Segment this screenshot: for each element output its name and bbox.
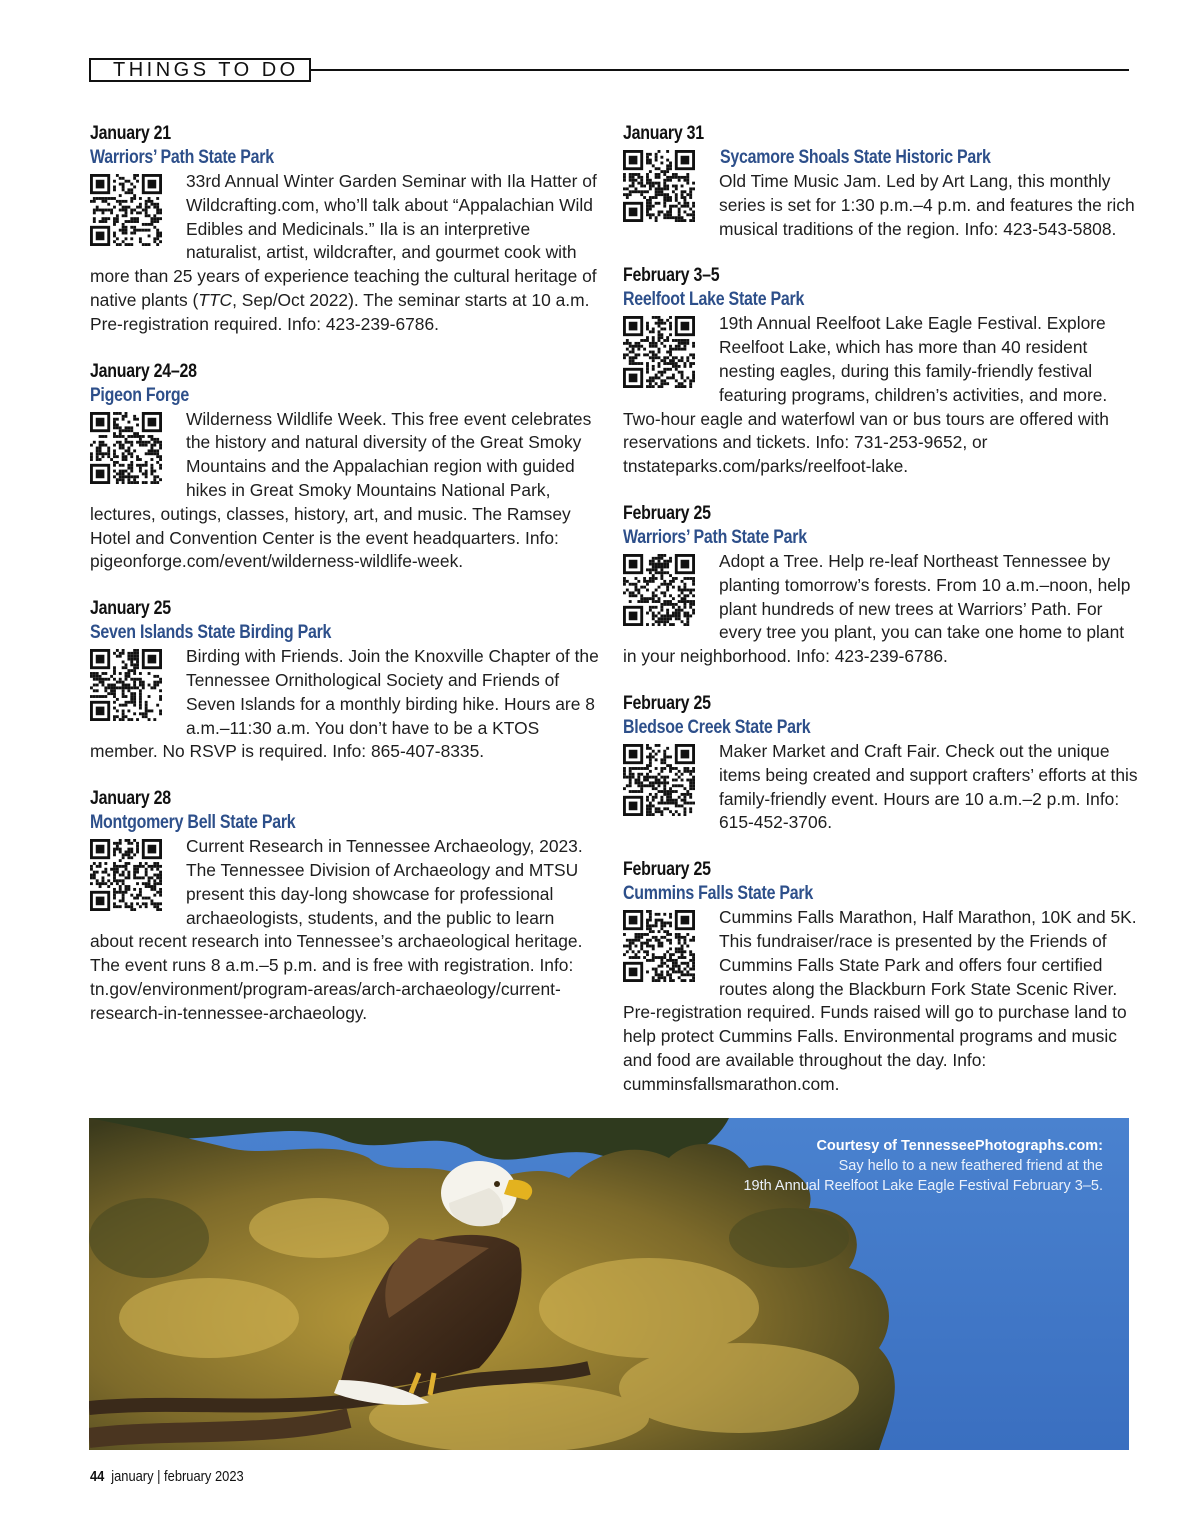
qr-code-icon[interactable] — [623, 910, 695, 982]
issue-date: january | february 2023 — [111, 1468, 244, 1485]
photo-credit: Courtesy of TennesseePhotographs.com: — [816, 1138, 1103, 1154]
event-february-3-5 — [623, 264, 1141, 479]
qr-code-icon[interactable] — [90, 649, 162, 721]
section-header — [89, 58, 1129, 84]
event-date: January 28 — [90, 788, 171, 810]
event-date: January 31 — [623, 123, 704, 144]
event-date: January 25 — [90, 598, 171, 620]
event-description: Adopt a Tree. Help re-leaf Northeast Tennessee by planting tomorrow’s forests. From 10 a.m.–noon, help plant hundreds of new trees at Warriors’ Path. For every tree you plant, you can take one home to plant in your neighborhood. Info: 423-239-6786. — [623, 550, 1131, 667]
event-description: Wilderness Wildlife Week. This free event celebrates the history and natural diversity of the Great Smoky Mountains and the Appalachian region with guided hikes in Great Smoky Mountains National Park, lectures, outings, classes, history, art, and music. The Ramsey Hotel and Convention Center is the event headquarters. Info: pigeonforge.com/event/wilderness-wildlife-week. — [90, 408, 592, 572]
event-venue: Warriors’ Path State Park — [623, 526, 807, 548]
qr-code-icon[interactable] — [623, 316, 695, 388]
event-date: January 24–28 — [90, 360, 197, 382]
event-date: January 21 — [90, 123, 171, 144]
eagle-photo — [89, 1118, 1129, 1450]
event-february-25-adopt-a-tree — [623, 502, 1141, 669]
event-description: Maker Market and Craft Fair. Check out the unique items being created and support crafters’ efforts at this family-friendly event. Hours are 10 a.m.–2 p.m. Info: 615-452-3706. — [623, 740, 1141, 835]
caption-line: 19th Annual Reelfoot Lake Eagle Festival February 3–5. — [743, 1178, 1103, 1194]
event-description: Birding with Friends. Join the Knoxville Chapter of the Tennessee Ornithological Society and Friends of Seven Islands for a monthly birding hike. Hours are 8 a.m.–11:30 a.m. You don’t have to be a KTOS member. No RSVP is required. Info: 865-407-8335. — [90, 646, 599, 762]
qr-code-icon[interactable] — [90, 839, 162, 911]
event-january-31 — [623, 122, 1141, 241]
qr-code-icon[interactable] — [90, 412, 162, 484]
event-january-24-28 — [90, 360, 602, 575]
qr-code-icon[interactable] — [623, 744, 695, 816]
event-description: 33rd Annual Winter Garden Seminar with Ila Hatter of Wildcrafting.com, who’ll talk about “Appalachian Wild Edibles and Medicinals.” Ila is an interpretive naturalist, artist, wildcrafter, and gourmet cook with more than 25 years of experience teaching the cultural heritage of native plants (TTC, Sep/Oct 2022). The seminar starts at 10 a.m. Pre-registration required. Info: 423-239-6786. — [90, 171, 597, 334]
event-venue: Bledsoe Creek State Park — [623, 716, 811, 738]
event-venue: Cummins Falls State Park — [623, 883, 813, 905]
event-description: Current Research in Tennessee Archaeology, 2023. The Tennessee Division of Archaeology and MTSU present this day-long showcase for professional archaeologists, students, and the public to learn about recent research into Tennessee’s archaeological heritage. The event runs 8 a.m.–5 p.m. and is free with registration. Info: tn.gov/environment/program-areas/arch-archaeology/current-research-in-tennessee-archaeology. — [90, 836, 583, 1023]
event-january-25 — [90, 597, 602, 764]
event-february-25-maker-market — [623, 692, 1141, 835]
right-column — [623, 122, 1141, 1097]
page-footer — [90, 1468, 244, 1485]
event-description: 19th Annual Reelfoot Lake Eagle Festival. Explore Reelfoot Lake, which has more than 40 resident nesting eagles, during this family-friendly festival featuring programs, children’s activities, and more. Two-hour eagle and waterfowl van or bus tours are offered with reservations and tickets. Info: 731-253-9652, or tnstateparks.com/parks/reelfoot-lake. — [623, 313, 1109, 477]
event-date: February 25 — [623, 502, 711, 524]
event-january-28 — [90, 787, 602, 1025]
event-venue: Pigeon Forge — [90, 384, 189, 406]
event-date: February 3–5 — [623, 265, 720, 287]
left-column — [90, 122, 602, 1026]
section-title: THINGS TO DO — [89, 58, 311, 82]
qr-code-icon[interactable] — [90, 174, 162, 246]
event-date: February 25 — [623, 859, 711, 881]
event-venue: Montgomery Bell State Park — [90, 812, 296, 834]
event-date: February 25 — [623, 692, 711, 714]
caption-line: Say hello to a new feathered friend at the — [838, 1158, 1103, 1174]
photo-caption — [743, 1136, 1103, 1196]
event-january-21 — [90, 122, 602, 337]
qr-code-icon[interactable] — [623, 150, 695, 222]
header-rule — [309, 69, 1129, 71]
event-venue: Warriors’ Path State Park — [90, 147, 274, 168]
event-venue: Reelfoot Lake State Park — [623, 289, 805, 311]
event-venue: Sycamore Shoals State Historic Park — [720, 147, 991, 168]
event-february-25-marathon — [623, 858, 1141, 1096]
page-number: 44 — [90, 1468, 105, 1485]
event-venue: Seven Islands State Birding Park — [90, 622, 332, 644]
event-description: Old Time Music Jam. Led by Art Lang, this monthly series is set for 1:30 p.m.–4 p.m. and features the rich musical traditions of the region. Info: 423-543-5808. — [623, 170, 1141, 241]
event-description: Cummins Falls Marathon, Half Marathon, 10K and 5K. This fundraiser/race is presented by the Friends of Cummins Falls State Park and offers four certified routes along the Blackburn Fork State Scenic River. Pre-registration required. Funds raised will go to purchase land to help protect Cummins Falls. Environmental programs and music and food are available throughout the day. Info: cumminsfallsmarathon.com. — [623, 907, 1137, 1094]
qr-code-icon[interactable] — [623, 554, 695, 626]
